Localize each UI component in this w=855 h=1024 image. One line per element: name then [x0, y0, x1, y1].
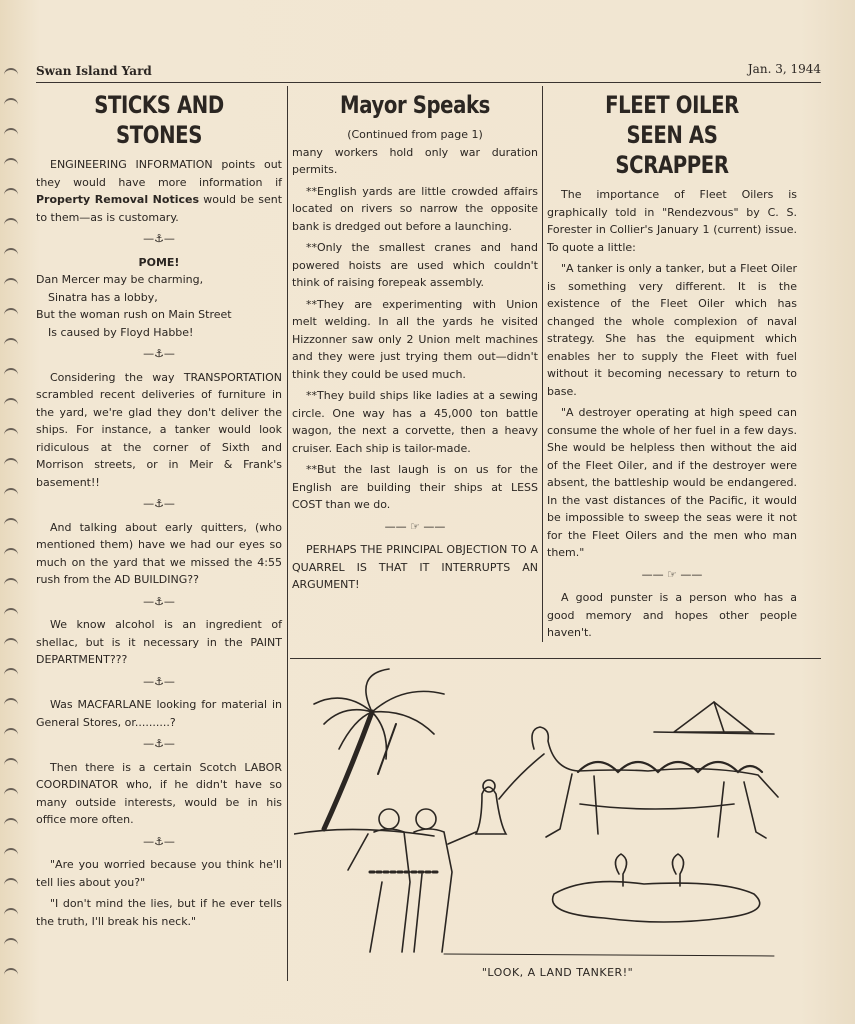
article-paragraph: ENGINEERING INFORMATION points out they would have more information if Property Removal Notices would be sent to them—as is customary. [36, 158, 283, 224]
column-mayor-speaks [292, 90, 538, 598]
article-paragraph: Considering the way TRANSPORTATION scrambled recent deliveries of furniture in the yard, we're glad they don't deliver the ships. For instance, a tanker would look ridiculous at the corner of Sixth and Morrison streets, or in Meir & Frank's basement!! [36, 370, 282, 489]
article-paragraph: And talking about early quitters, (who mentioned them) have we had our eyes so much on the yard that we missed the 4:55 rush from the AD BUILDING?? [36, 520, 282, 586]
article-paragraph: Then there is a certain Scotch LABOR COORDINATOR who, if he didn't have so many outside interests, would be in his office more often. [36, 760, 282, 826]
article-paragraph: Was MACFARLANE looking for material in General Stores, or..........? [36, 698, 282, 729]
pyramid-icon [654, 702, 774, 734]
soldiers-icon [348, 724, 476, 952]
article-paragraph: "A destroyer operating at high speed can consume the whole of her fuel in a few days. She would be helpless then without the aid of the Fleet Oiler, and if the destroyer were absent, the battleship would be endangered. In the vast distances of the Pacific, it would be impossible to sweep the seas were it not for the Fleet Oilers and the men who man them." [547, 406, 797, 559]
article-paragraph: "I don't mind the lies, but if he ever tells the truth, I'll break his neck." [36, 897, 282, 928]
article-paragraph: "A tanker is only a tanker, but a Fleet Oiler is something very different. It is the existence of the Fleet Oiler which has changed the whole complexion of naval strategy. She has the equipment which enables her to supply the Fleet with fuel without it becoming necessary to return to base. [547, 262, 797, 398]
article-paragraph: **They build ships like ladies at a sewing circle. One way has a 45,000 ton battle wagon, the next a corvette, then a heavy cruiser. Each ship is tailor-made. [292, 389, 538, 455]
anchor-separator: —⚓— [143, 737, 175, 750]
article-paragraph: **English yards are little crowded affairs located on rivers so narrow the opposite bank is dredged out before a launching. [292, 184, 538, 233]
column-fleet-oiler [547, 90, 797, 646]
issue-date: Jan. 3, 1944 [747, 62, 821, 76]
anchor-separator: —⚓— [143, 834, 175, 848]
publication-name: Swan Island Yard [36, 64, 152, 78]
article-paragraph: PERHAPS THE PRINCIPAL OBJECTION TO A QUARREL IS THAT IT INTERRUPTS AN ARGUMENT! [292, 543, 538, 591]
anchor-separator: —⚓— [143, 594, 175, 608]
headline-fleet-oiler-line2: SEEN AS SCRAPPER [615, 121, 729, 179]
article-paragraph: We know alcohol is an ingredient of shellac, but is it necessary in the PAINT DEPARTMENT??? [36, 618, 282, 666]
hand-separator: —— ☞ —— [641, 567, 703, 581]
camel-icon [532, 727, 778, 838]
article-paragraph: **But the last laugh is on us for the English are building their ships at LESS COST than we do. [292, 463, 538, 511]
hand-separator: —— ☞ —— [384, 519, 446, 533]
article-paragraph: The importance of Fleet Oilers is graphically told in "Rendezvous" by C. S. Forester in Collier's January 1 (current) issue. To quote a little: [547, 188, 797, 254]
arab-figure-icon [476, 754, 544, 834]
cartoon-caption: "LOOK, A LAND TANKER!" [481, 966, 634, 979]
anchor-separator: —⚓— [143, 497, 175, 510]
oil-puddle-icon [553, 854, 760, 922]
poem-title: POME! [138, 255, 180, 269]
cartoon-rule [290, 658, 821, 659]
continued-note: (Continued from page 1) [347, 128, 483, 141]
anchor-separator: —⚓— [143, 232, 175, 245]
column-rule-1 [287, 86, 288, 981]
headline-mayor-speaks: Mayor Speaks [340, 91, 490, 119]
headline-sticks-and-stones: STICKS AND STONES [94, 91, 224, 149]
article-paragraph: many workers hold only war duration permits. [292, 145, 538, 176]
column-rule-2 [542, 86, 543, 642]
spiral-binding [0, 60, 24, 990]
article-paragraph: A good punster is a person who has a good memory and hopes other people haven't. [547, 591, 797, 639]
masthead [36, 62, 821, 83]
headline-fleet-oiler-line1: FLEET OILER [605, 91, 739, 119]
article-paragraph: **They are experimenting with Union melt welding. In all the yards he visited Hizzonner saw only 2 Union melt machines and they were just trying them out—didn't think they could be used much. [292, 297, 538, 381]
article-paragraph: "Are you worried because you think he'll tell lies about you?" [36, 858, 282, 889]
land-tanker-cartoon [294, 664, 821, 964]
column-sticks-and-stones [36, 90, 282, 934]
article-paragraph: **Only the smallest cranes and hand powered hoists are used which couldn't think of raising forepeak assembly. [292, 241, 538, 289]
anchor-separator: —⚓— [143, 674, 175, 688]
anchor-separator: —⚓— [143, 347, 175, 360]
poem: Dan Mercer may be charming, Sinatra has a lobby, But the woman rush on Main Street Is caused by Floyd Habbe! [36, 273, 232, 339]
